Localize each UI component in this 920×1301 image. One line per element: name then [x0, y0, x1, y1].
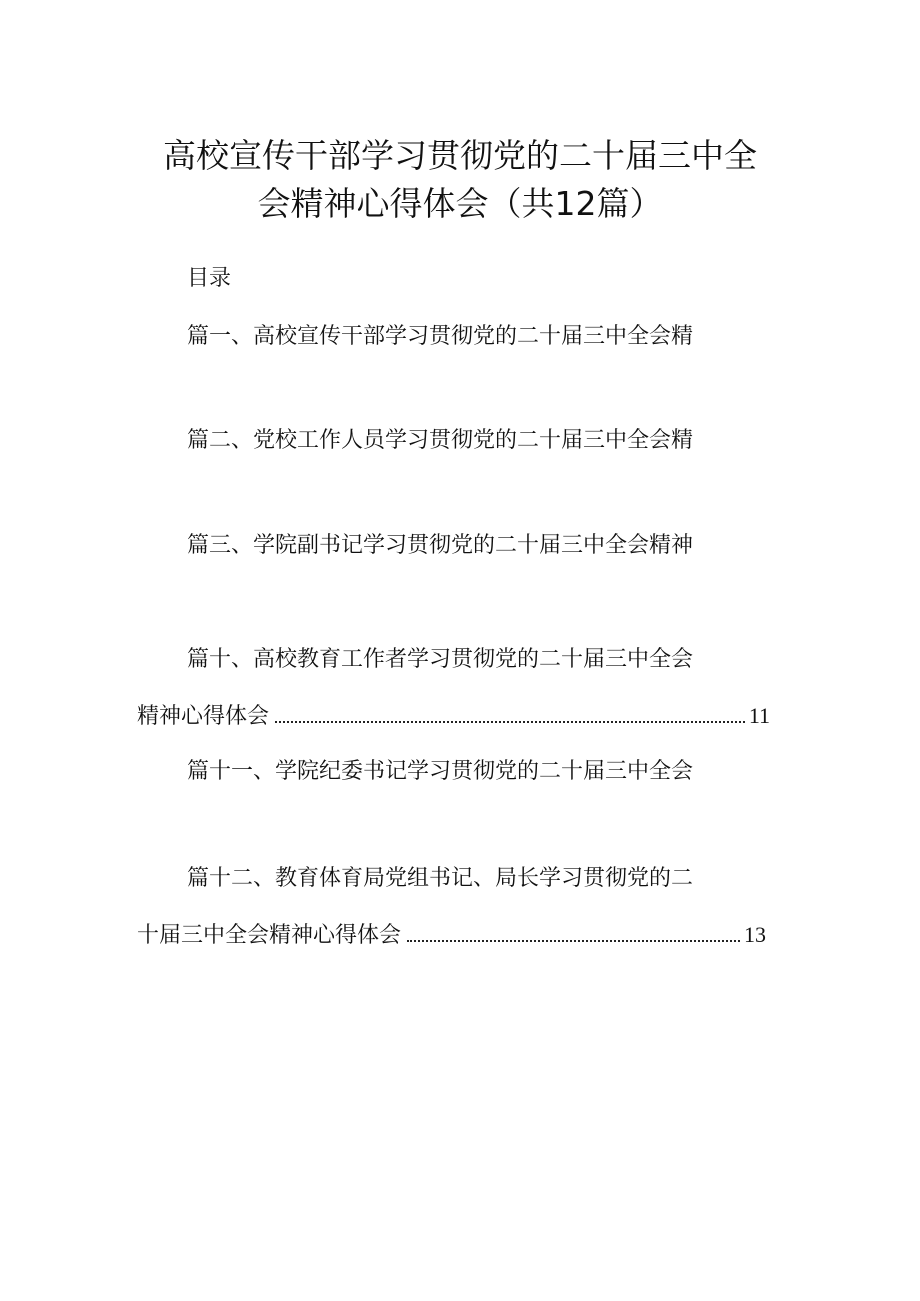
- toc-heading: 目录: [187, 266, 232, 291]
- toc-entry-6-page-number: 13: [744, 922, 766, 947]
- toc-entry-6-line-2: [137, 920, 766, 951]
- toc-entry-4-line-1: 篇十、高校教育工作者学习贯彻党的二十届三中全会: [187, 647, 694, 672]
- toc-entry-2: 篇二、党校工作人员学习贯彻党的二十届三中全会精: [187, 428, 694, 453]
- document-title-line-1: 高校宣传干部学习贯彻党的二十届三中全: [163, 136, 757, 175]
- toc-entry-6-text: 十届三中全会精神心得体会: [137, 923, 402, 948]
- toc-entry-1: 篇一、高校宣传干部学习贯彻党的二十届三中全会精: [187, 324, 694, 349]
- dot-leader: [275, 720, 745, 723]
- toc-entry-4-page-number: 11: [748, 703, 770, 728]
- dot-leader: [407, 939, 740, 942]
- toc-entry-4-text: 精神心得体会: [137, 704, 270, 729]
- toc-entry-5: 篇十一、学院纪委书记学习贯彻党的二十届三中全会: [187, 759, 694, 784]
- toc-entry-3: 篇三、学院副书记学习贯彻党的二十届三中全会精神: [187, 533, 694, 558]
- toc-entry-6-line-1: 篇十二、教育体育局党组书记、局长学习贯彻党的二: [187, 866, 694, 891]
- document-title-line-2: 会精神心得体会（共12篇）: [257, 184, 663, 223]
- toc-entry-4-line-2: [137, 701, 770, 732]
